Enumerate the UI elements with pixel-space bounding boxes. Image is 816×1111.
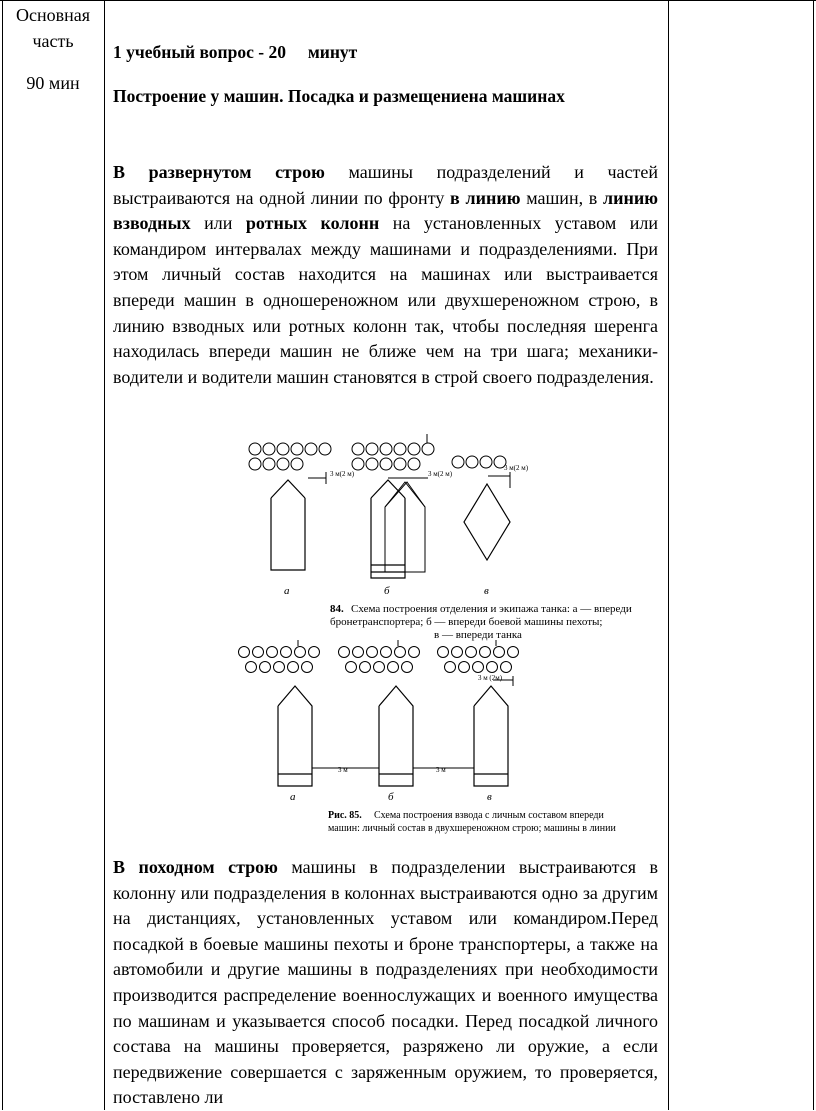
fig84-caption-line3: в — впереди танка (434, 629, 522, 641)
question-heading: 1 учебный вопрос - 20 минут (113, 42, 358, 62)
term-in-line: в линию (450, 187, 521, 208)
column-divider-1 (104, 0, 105, 1110)
text-run: машин, в (520, 187, 604, 208)
fig85-label-b: б (388, 791, 394, 803)
text-run: машины подразделений и частей выстраиваются на одной линии по фронту (113, 162, 658, 208)
fig84-caption-line2: бронетранспортера; б — впереди боевой машины пехоты; (330, 616, 603, 628)
section-label-line1: Основная (15, 5, 91, 25)
fig84-dist-c: 3 м(2 м) (504, 464, 529, 472)
figure-85 (238, 640, 616, 840)
fig85-gap-2: 3 м (436, 766, 446, 774)
fig84-dist-a: 3 м(2 м) (330, 470, 355, 478)
fig85-label-c: в (487, 791, 492, 803)
fig84-label-b: б (384, 585, 390, 597)
table-top-border (0, 0, 816, 1)
term-platoon-line: линию взводных (113, 187, 658, 234)
table-right-border (813, 0, 814, 1110)
term-company-columns: ротных колонн (245, 213, 380, 234)
fig85-caption-line2: машин: личный состав в двухшереножном строю; машины в линии (328, 823, 616, 834)
fig84-label-c: в (484, 585, 489, 597)
column-divider-2 (668, 0, 669, 1110)
term-march-formation: В походном строю (113, 857, 278, 877)
term-deployed-formation: В развернутом строю (113, 162, 325, 182)
march-formation-paragraph (113, 855, 658, 1111)
fig85-gap-1: 3 м (338, 766, 348, 774)
fig84-dist-b: 3 м(2 м) (428, 470, 453, 478)
fig85-dist: 3 м (2м) (478, 674, 503, 682)
text-run: на установленных уставом или командиром интервалах между машинами и подразделениями. При этом личный состав находится на машинах или выстраивается впереди машин в одношереножном или двухшереножном строю, в линию взводных или ротных колонн так, чтобы последняя шеренга находилась впереди машин не ближе чем на три шага; механики-водители и водители машин становятся в строй своего подразделения. (113, 213, 659, 387)
fig85-caption-line1: Схема построения взвода с личным составом впереди (374, 810, 604, 821)
topic-heading: Построение у машин. Посадка и размещениена машинах (113, 86, 565, 106)
section-duration: 90 мин (26, 73, 80, 93)
section-label-line2: часть (32, 31, 74, 51)
fig85-label-a: а (290, 791, 296, 803)
text-run: машины в подразделении выстраиваются в колонну или подразделения в колоннах выстраиваются одно за другим на дистанциях, установленных уставом или командиром.Перед посадкой в боевые машины пехоты и броне транспортеры, а также на автомобили и другие машины в подразделениях при необходимости производится распределение военнослужащих и военного имущества по машинам и указывается способ посадки. Перед посадкой личного состава на машины проверяется, разряжено ли оружие, а если передвижение совершается с заряженным оружием, то проверяется, поставлено ли (113, 857, 658, 1108)
fig84-label-a: а (284, 585, 290, 597)
fig85-caption-num: Рис. 85. (328, 810, 362, 821)
section-cell (2, 0, 104, 96)
figure-84 (238, 432, 632, 647)
table-left-border (2, 0, 3, 1110)
fig84-caption-line1: Схема построения отделения и экипажа танка: а — впереди (351, 603, 632, 615)
deployed-formation-paragraph (113, 160, 658, 390)
fig84-caption-num: 84. (330, 603, 344, 615)
text-run: или (190, 213, 246, 234)
